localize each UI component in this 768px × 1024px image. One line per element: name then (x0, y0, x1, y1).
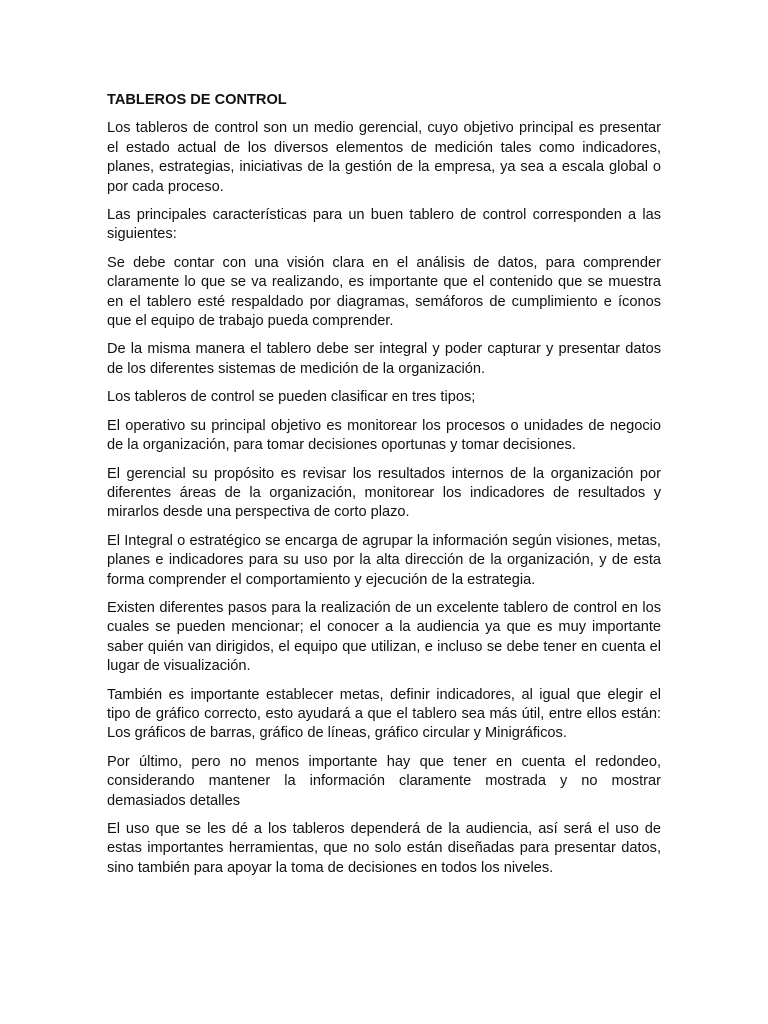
paragraph-12: El uso que se les dé a los tableros dependerá de la audiencia, así será el uso de estas importantes herramientas, que no solo están diseñadas para presentar datos, sino también para apoyar la toma de decisiones en todos los niveles. (107, 821, 661, 876)
paragraph-11: Por último, pero no menos importante hay que tener en cuenta el redondeo, considerando mantener la información claramente mostrada y no mostrar demasiados detalles (107, 753, 661, 809)
paragraph-7: El gerencial su propósito es revisar los resultados internos de la organización por diferentes áreas de la organización, monitorear los indicadores de resultados y mirarlos desde una perspectiva de corto plazo. (107, 465, 661, 521)
paragraph-1: Los tableros de control son un medio gerencial, cuyo objetivo principal es presentar el estado actual de los diversos elementos de medición tales como indicadores, planes, estrategias, iniciativas de la gestión de la empresa, ya sea a escala global o por cada proceso. (107, 120, 661, 195)
paragraph-5: Los tableros de control se pueden clasificar en tres tipos; (107, 389, 476, 406)
paragraph-4: De la misma manera el tablero debe ser integral y poder capturar y presentar datos de los diferentes sistemas de medición de la organización. (107, 341, 661, 377)
paragraph-9: Existen diferentes pasos para la realización de un excelente tablero de control en los cuales se pueden mencionar; el conocer a la audiencia ya que es muy importante saber quién van dirigidos, el equipo que utilizan, e incluso se debe tener en cuenta el lugar de visualización. (107, 599, 661, 675)
document-page (107, 91, 661, 878)
document-title: TABLEROS DE CONTROL (107, 92, 287, 108)
paragraph-2: Las principales características para un buen tablero de control corresponden a las siguientes: (107, 207, 661, 243)
paragraph-6: El operativo su principal objetivo es monitorear los procesos o unidades de negocio de la organización, para tomar decisiones oportunas y tomar decisiones. (107, 417, 661, 454)
paragraph-8: El Integral o estratégico se encarga de agrupar la información según visiones, metas, planes e indicadores para su uso por la alta dirección de la organización, y de esta forma comprender el comportamiento y ejecución de la estrategia. (107, 532, 661, 588)
paragraph-10: También es importante establecer metas, definir indicadores, al igual que elegir el tipo de gráfico correcto, esto ayudará a que el tablero sea más útil, entre ellos están: Los gráficos de barras, gráfico de líneas, gráfico circular y Minigráficos. (107, 686, 661, 742)
paragraph-3: Se debe contar con una visión clara en el análisis de datos, para comprender claramente lo que se va realizando, es importante que el contenido que se muestra en el tablero esté respaldado por diagramas, semáforos de cumplimiento e íconos que el equipo de trabajo pueda comprender. (107, 254, 661, 330)
